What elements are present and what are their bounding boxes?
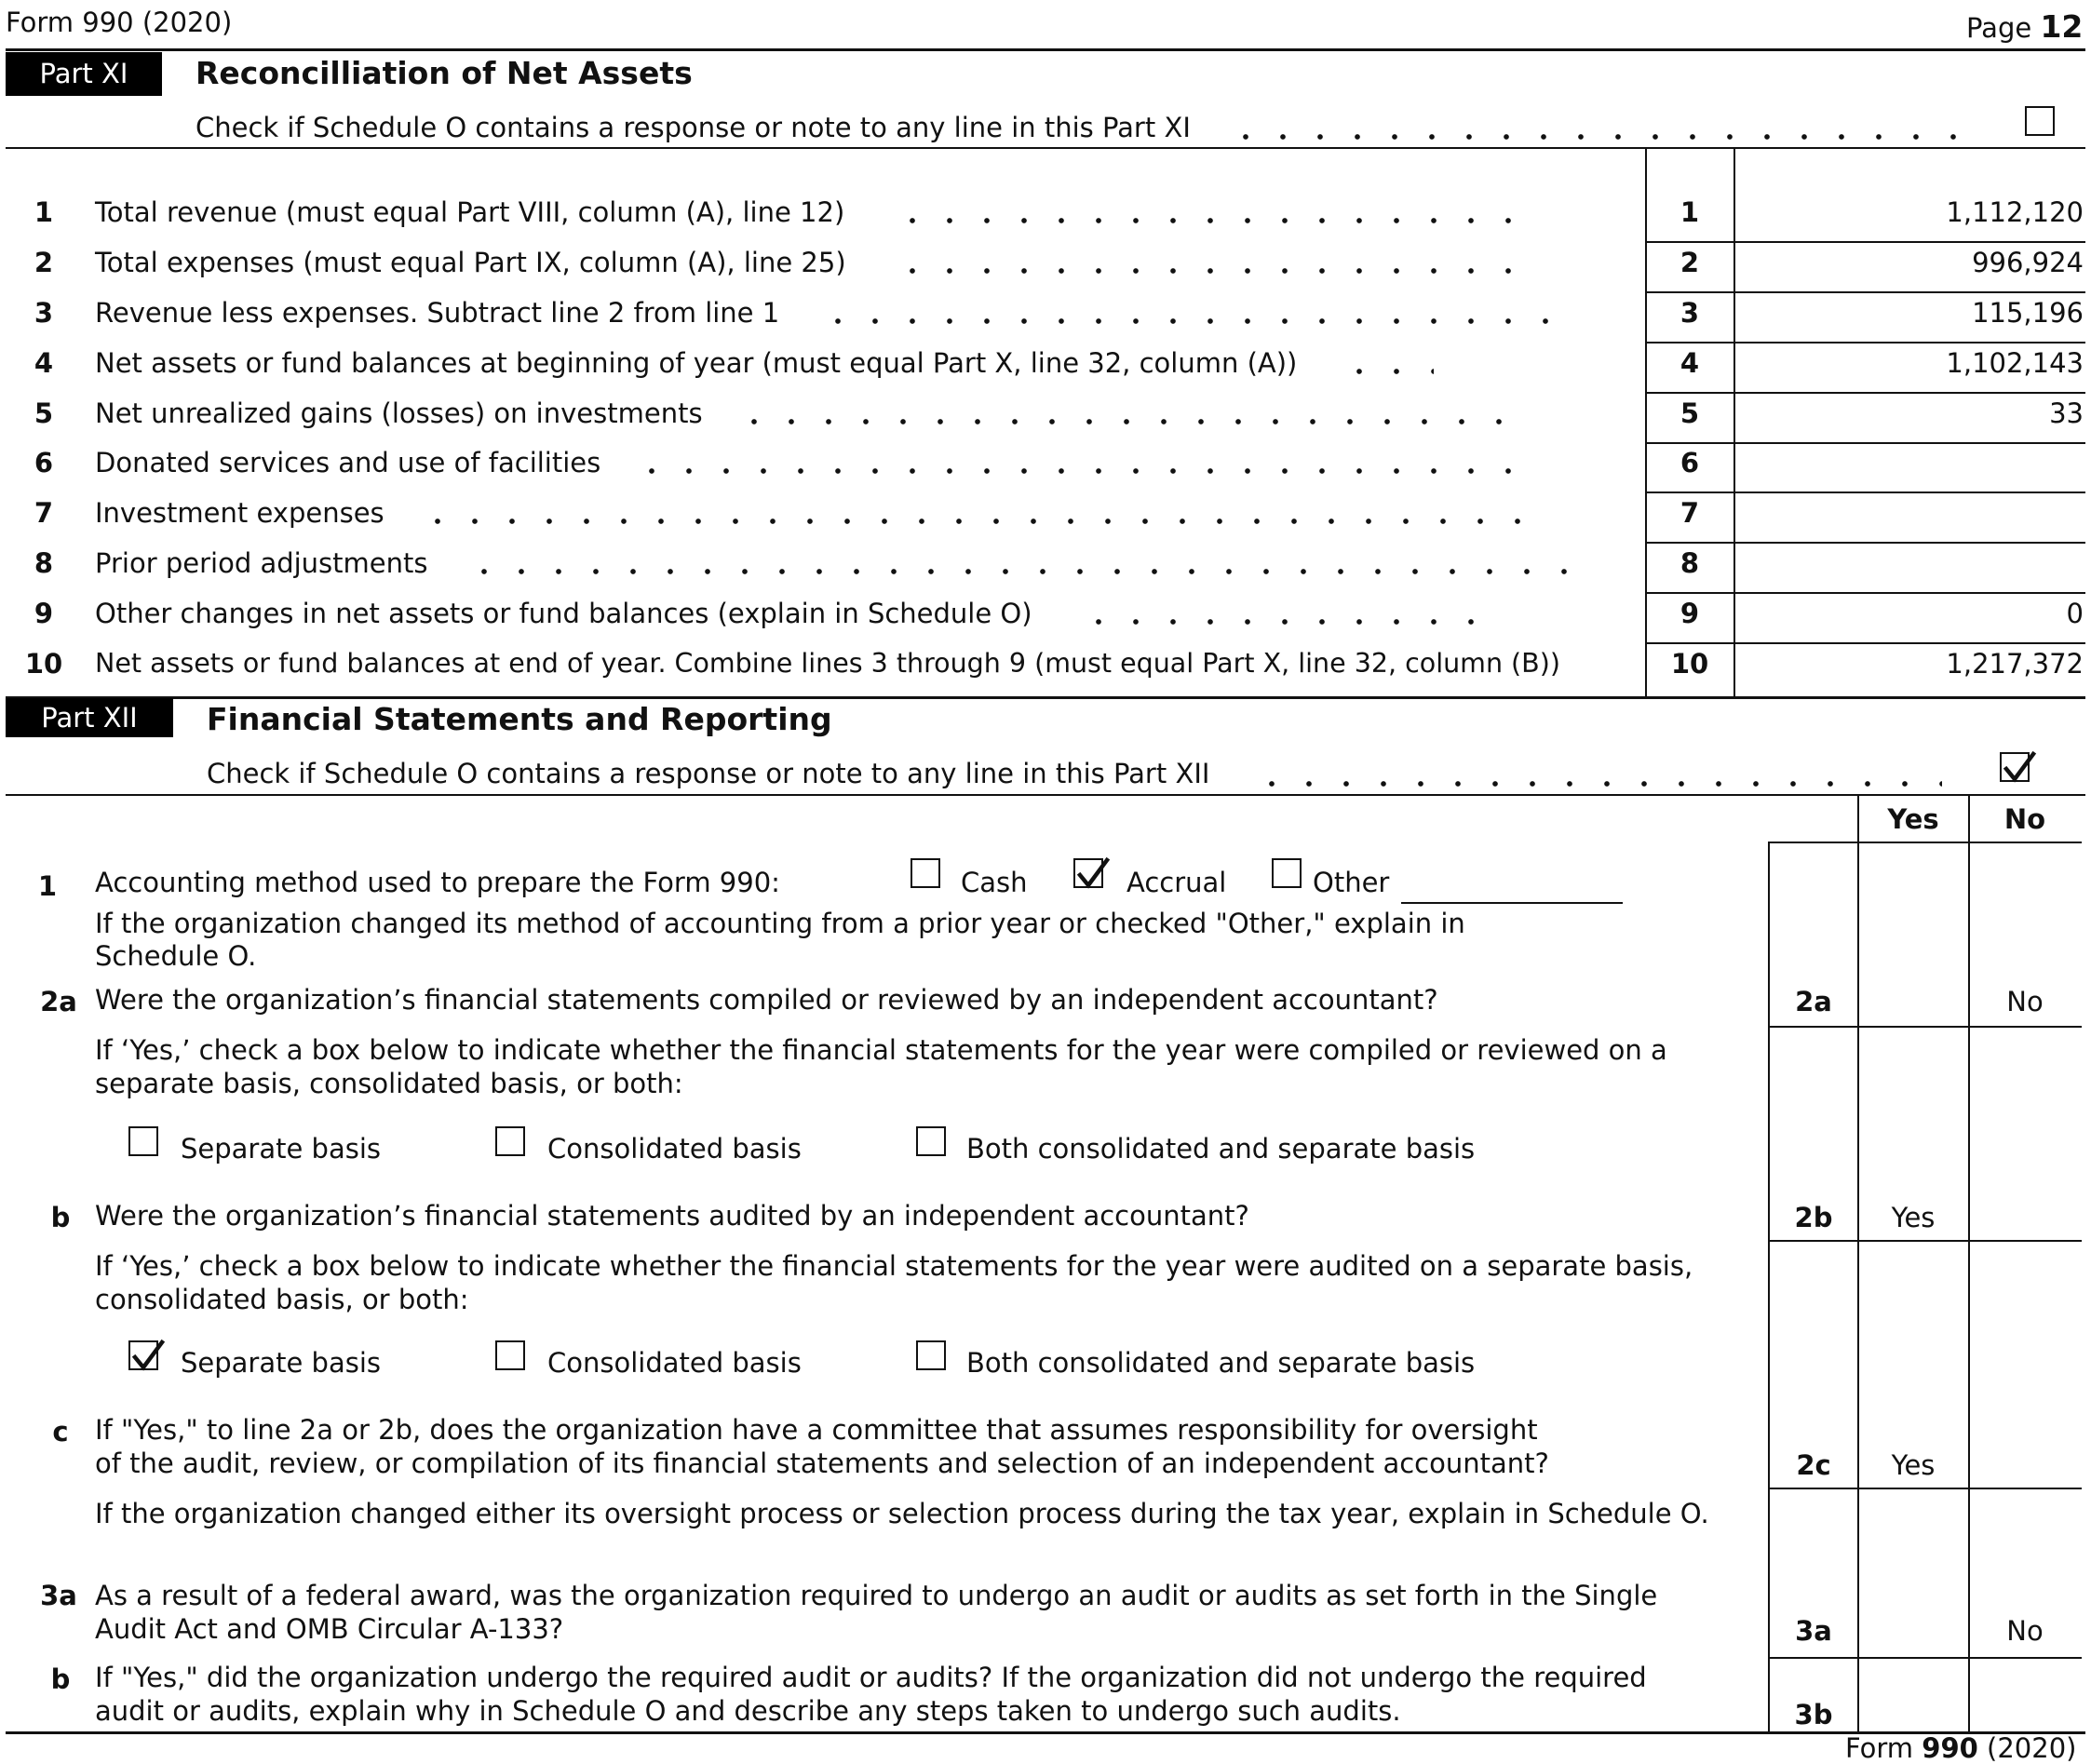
yes-column-header: Yes	[1887, 803, 1939, 835]
part-xi-line-number: 7	[34, 497, 54, 529]
part-xi-line-number: 10	[24, 648, 63, 680]
part-xi-row-rule	[1646, 291, 2085, 293]
leader-dots	[1341, 363, 1434, 376]
part-xi-box-divider-right	[1734, 148, 1735, 697]
part-xi-amount[interactable]: 33	[2049, 397, 2084, 429]
accrual-checkbox[interactable]	[1073, 858, 1103, 888]
part-xi-amount[interactable]: 0	[2066, 598, 2084, 629]
part-xii-schedule-o-text: Check if Schedule O contains a response or note to any line in this Part XII	[207, 758, 1210, 789]
q2a-note-line1: If ‘Yes,’ check a box below to indicate whether the financial statements for the year were compiled or reviewed on a	[95, 1034, 1667, 1066]
part-xi-line-number: 1	[34, 196, 54, 228]
q2b-box-label: 2b	[1794, 1202, 1833, 1233]
part-xi-line-text: Donated services and use of facilities	[95, 447, 601, 478]
q3a-number: 3a	[40, 1580, 77, 1611]
part-xi-box-label: 8	[1680, 547, 1700, 579]
answer-row-rule	[1769, 1240, 2082, 1242]
part-xi-box-label: 1	[1680, 196, 1700, 228]
q3a-line2: Audit Act and OMB Circular A-133?	[95, 1613, 564, 1645]
part-xi-line-text: Prior period adjustments	[95, 547, 428, 579]
q2a-consolidated-basis-label: Consolidated basis	[547, 1133, 802, 1165]
other-label: Other	[1313, 867, 1390, 898]
col-divider	[1968, 795, 1970, 842]
q2a-number: 2a	[40, 986, 77, 1017]
accrual-label: Accrual	[1126, 867, 1227, 898]
q2a-no-answer: No	[2006, 986, 2044, 1017]
part-xi-amount[interactable]: 1,217,372	[1946, 648, 2084, 680]
leader-dots	[819, 313, 1555, 326]
q2c-yes-answer: Yes	[1891, 1449, 1936, 1481]
part-xi-box-label: 7	[1680, 497, 1700, 529]
answer-grid-mid	[1857, 842, 1859, 1731]
cash-checkbox[interactable]	[911, 858, 940, 888]
footer-form-label	[1845, 1732, 2077, 1764]
leader-dots	[894, 263, 1527, 276]
q2c-note: If the organization changed either its oversight process or selection process during the tax year, explain in Schedule O.	[95, 1498, 1709, 1529]
leader-dots	[894, 212, 1527, 225]
q2a-separate-basis-checkbox[interactable]	[128, 1126, 158, 1156]
q2c-box-label: 2c	[1796, 1449, 1831, 1481]
q2a-both-basis-label: Both consolidated and separate basis	[966, 1133, 1476, 1165]
part-xi-row-rule	[1646, 542, 2085, 544]
q2c-line1: If "Yes," to line 2a or 2b, does the organization have a committee that assumes responsibility for oversight	[95, 1414, 1538, 1446]
q1-number: 1	[37, 870, 58, 902]
no-column-header: No	[2003, 803, 2046, 835]
col-header-rule	[1769, 842, 2082, 843]
part-xi-line-text: Other changes in net assets or fund balances (explain in Schedule O)	[95, 598, 1032, 629]
page-number: 12	[2040, 8, 2084, 45]
q3b-box-label: 3b	[1794, 1699, 1833, 1730]
q3a-no-answer: No	[2006, 1615, 2044, 1647]
q2a-note-line2: separate basis, consolidated basis, or both:	[95, 1068, 683, 1099]
q2b-consolidated-basis-label: Consolidated basis	[547, 1347, 802, 1379]
part-xi-line-text: Net unrealized gains (losses) on investments	[95, 397, 703, 429]
checkmark-icon	[2000, 748, 2037, 788]
q2b-both-basis-label: Both consolidated and separate basis	[966, 1347, 1476, 1379]
checkmark-icon	[128, 1337, 166, 1376]
leader-dots	[1253, 775, 1942, 788]
q2c-line2: of the audit, review, or compilation of its financial statements and selection of an independent accountant?	[95, 1448, 1549, 1479]
q1-text: Accounting method used to prepare the Form 990:	[95, 867, 780, 898]
q2a-both-basis-checkbox[interactable]	[916, 1126, 946, 1156]
answer-grid-left	[1768, 842, 1770, 1731]
part-xi-line-number: 2	[34, 247, 54, 278]
q2a-text: Were the organization’s financial statements compiled or reviewed by an independent accountant?	[95, 984, 1438, 1016]
q2a-consolidated-basis-checkbox[interactable]	[495, 1126, 525, 1156]
q2b-number: b	[50, 1202, 71, 1233]
part-xi-tag: Part XI	[6, 52, 162, 96]
q2b-consolidated-basis-checkbox[interactable]	[495, 1340, 525, 1370]
q2a-box-label: 2a	[1795, 986, 1832, 1017]
part-xi-rule	[6, 147, 2085, 149]
q3a-box-label: 3a	[1795, 1615, 1832, 1647]
part-xi-bottom-rule	[6, 696, 2085, 699]
answer-grid-right	[1968, 842, 1970, 1731]
leader-dots	[633, 463, 1527, 476]
q2c-number: c	[52, 1416, 69, 1448]
part-xi-box-label: 9	[1680, 598, 1700, 629]
part-xi-amount[interactable]: 996,924	[1972, 247, 2084, 278]
part-xi-line-number: 6	[34, 447, 54, 478]
part-xi-box-label: 3	[1680, 297, 1700, 329]
part-xi-box-label: 6	[1680, 447, 1700, 478]
part-xi-box-label: 2	[1680, 247, 1700, 278]
part-xi-line-number: 8	[34, 547, 54, 579]
footer-form-prefix: Form	[1845, 1732, 1914, 1764]
answer-row-rule	[1769, 1488, 2082, 1489]
header-rule	[6, 48, 2085, 51]
part-xi-line-text: Net assets or fund balances at end of year. Combine lines 3 through 9 (must equal Part X, line 32, column (B))	[95, 648, 1560, 679]
q3b-line2: audit or audits, explain why in Schedule O and describe any steps taken to undergo such audits.	[95, 1695, 1401, 1727]
footer-form-number: 990	[1922, 1732, 1978, 1764]
q3b-number: b	[50, 1663, 71, 1695]
part-xii-schedule-o-checkbox[interactable]	[2000, 752, 2030, 782]
leader-dots	[1080, 613, 1480, 626]
q2a-separate-basis-label: Separate basis	[181, 1133, 382, 1165]
q2b-separate-basis-label: Separate basis	[181, 1347, 382, 1379]
other-checkbox[interactable]	[1272, 858, 1302, 888]
part-xi-amount[interactable]: 1,102,143	[1946, 347, 2084, 379]
part-xi-line-text: Total revenue (must equal Part VIII, column (A), line 12)	[95, 196, 845, 228]
page-label: Page	[1966, 12, 2032, 44]
part-xi-row-rule	[1646, 392, 2085, 394]
q2b-note-line2: consolidated basis, or both:	[95, 1284, 469, 1315]
part-xi-box-label: 4	[1680, 347, 1700, 379]
q2b-both-basis-checkbox[interactable]	[916, 1340, 946, 1370]
q2b-text: Were the organization’s financial statements audited by an independent accountant?	[95, 1200, 1249, 1232]
other-explain-field[interactable]	[1401, 902, 1623, 904]
q3b-line1: If "Yes," did the organization undergo the required audit or audits? If the organization did not undergo the required	[95, 1662, 1647, 1693]
part-xi-line-text: Net assets or fund balances at beginning of year (must equal Part X, line 32, column (A))	[95, 347, 1298, 379]
part-xi-amount[interactable]: 115,196	[1972, 297, 2084, 329]
part-xi-line-number: 4	[34, 347, 54, 379]
footer-form-year: (2020)	[1987, 1732, 2077, 1764]
part-xi-title: Reconcilliation of Net Assets	[196, 55, 693, 91]
part-xi-row-rule	[1646, 442, 2085, 444]
col-divider	[1857, 795, 1859, 842]
part-xi-row-rule	[1646, 592, 2085, 594]
part-xi-schedule-o-checkbox[interactable]	[2025, 106, 2055, 136]
leader-dots	[419, 513, 1527, 526]
q3a-line1: As a result of a federal award, was the organization required to undergo an audit or audits as set forth in the Single	[95, 1580, 1658, 1611]
bottom-rule	[6, 1731, 2085, 1734]
part-xi-row-rule	[1646, 342, 2085, 343]
answer-row-rule	[1769, 1657, 2082, 1659]
q1-note-line1: If the organization changed its method of accounting from a prior year or checked "Other," explain in	[95, 908, 1465, 939]
part-xi-box-label: 10	[1670, 648, 1709, 680]
part-xi-line-number: 3	[34, 297, 54, 329]
q1-note-line2: Schedule O.	[95, 940, 257, 972]
leader-dots	[465, 563, 1573, 576]
checkmark-icon	[1073, 855, 1111, 894]
part-xii-tag: Part XII	[6, 698, 173, 737]
part-xi-line-text: Investment expenses	[95, 497, 384, 529]
q2b-yes-answer: Yes	[1891, 1202, 1936, 1233]
q2b-separate-basis-checkbox[interactable]	[128, 1340, 158, 1370]
part-xi-row-rule	[1646, 241, 2085, 243]
part-xi-line-number: 9	[34, 598, 54, 629]
form-label: Form 990 (2020)	[6, 7, 233, 38]
part-xi-schedule-o-text: Check if Schedule O contains a response or note to any line in this Part XI	[196, 112, 1191, 143]
leader-dots	[1227, 128, 1963, 141]
part-xi-row-rule	[1646, 642, 2085, 644]
cash-label: Cash	[961, 867, 1028, 898]
part-xi-line-number: 5	[34, 397, 54, 429]
leader-dots	[735, 413, 1527, 426]
answer-row-rule	[1769, 1026, 2082, 1028]
page-indicator	[1966, 8, 2084, 45]
part-xi-box-label: 5	[1680, 397, 1700, 429]
part-xi-amount[interactable]: 1,112,120	[1946, 196, 2084, 228]
part-xi-line-text: Revenue less expenses. Subtract line 2 from line 1	[95, 297, 780, 329]
part-xi-row-rule	[1646, 491, 2085, 493]
part-xii-title: Financial Statements and Reporting	[207, 701, 832, 737]
part-xii-rule	[6, 794, 2085, 796]
part-xi-line-text: Total expenses (must equal Part IX, column (A), line 25)	[95, 247, 846, 278]
q2b-note-line1: If ‘Yes,’ check a box below to indicate whether the financial statements for the year were audited on a separate basis,	[95, 1250, 1693, 1282]
